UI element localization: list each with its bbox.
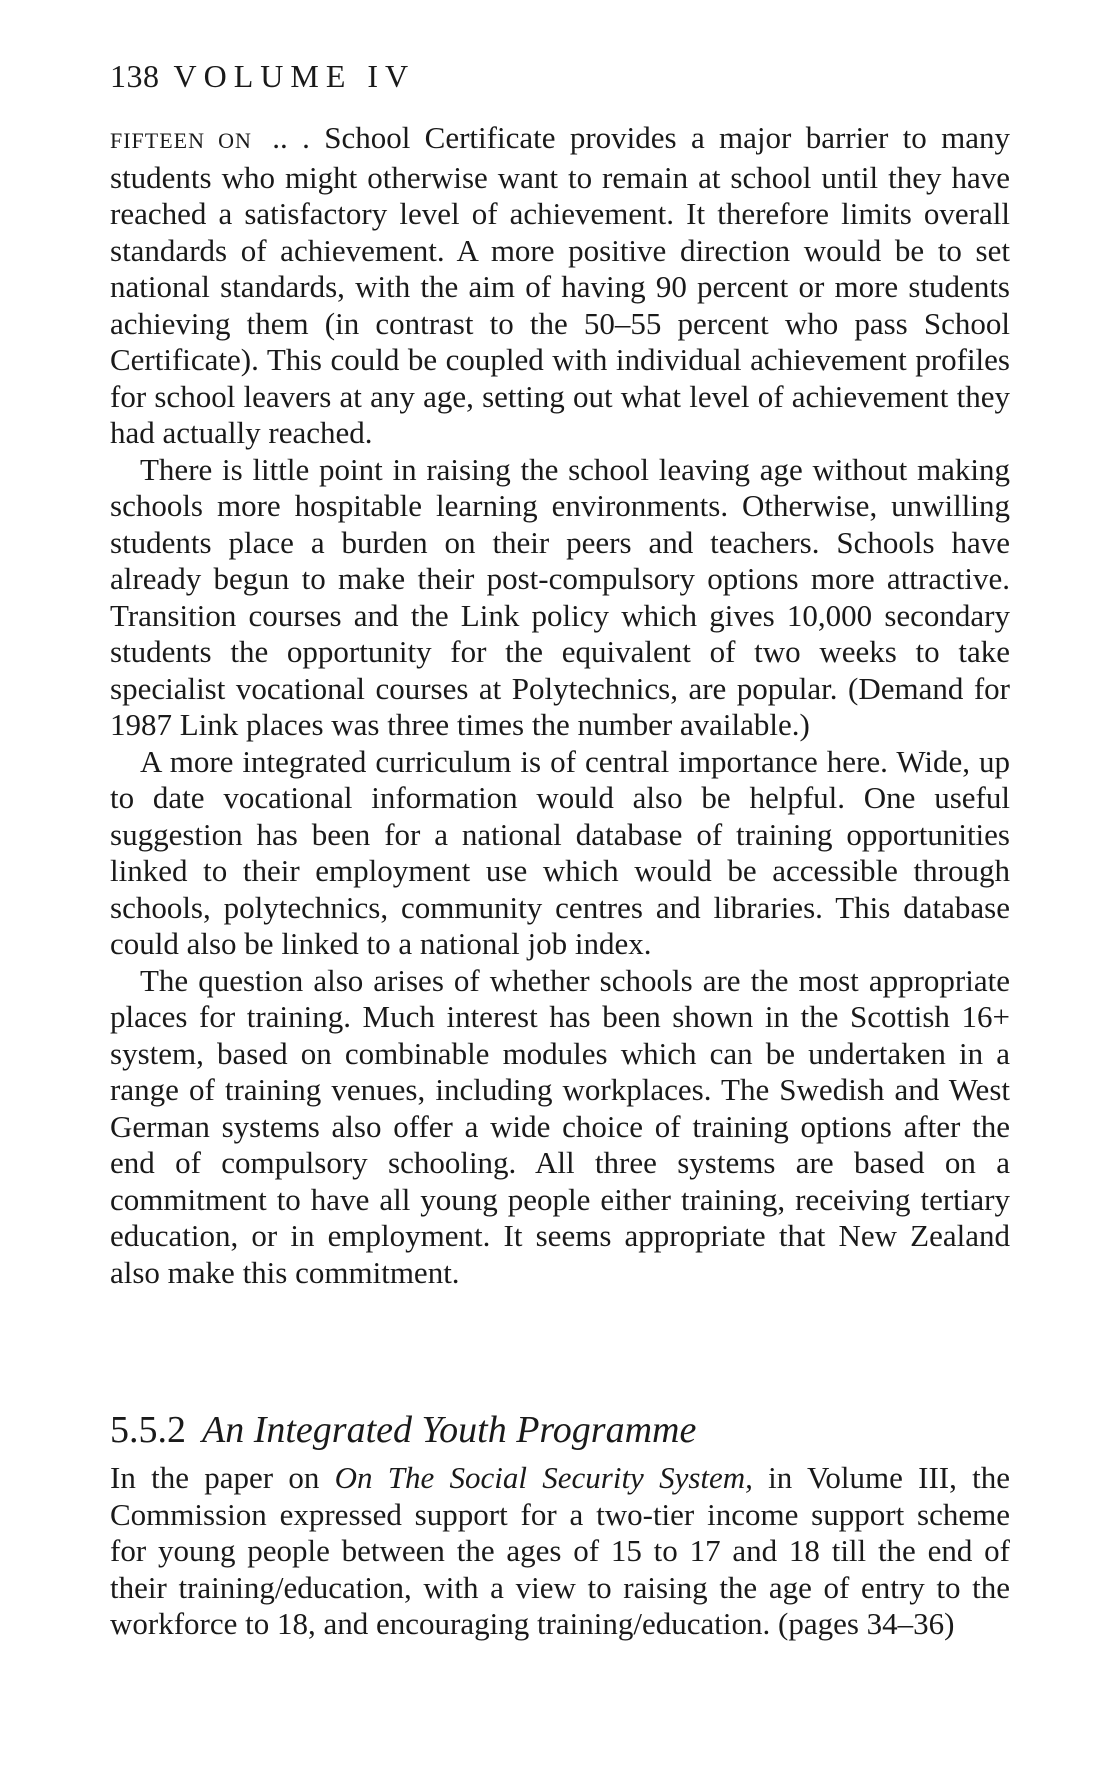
section-italic-ref: On The Social Security System, [334, 1460, 753, 1495]
lead-in-smallcaps: FIFTEEN ON [110, 128, 252, 153]
paragraph-intro [110, 120, 1010, 452]
paragraph: A more integrated curriculum is of central importance here. Wide, up to date vocational information would also be helpful. One useful suggestion has been for a national database of training opportunities linked to their employment use which would be accessible through schools, polytechnics, community centres and libraries. This database could also be linked to a national job index. [110, 743, 1010, 961]
section-number: 5.5.2 [110, 1409, 186, 1451]
running-head [110, 58, 415, 95]
volume-label: VOLUME IV [173, 58, 416, 94]
body-text [110, 120, 1010, 1291]
section-paragraph [110, 1460, 1010, 1643]
intro-text: .. . School Certificate provides a major barrier to many students who might otherwise want to remain at school until they have reached a satisfactory level of achievement. It therefore limits overall standards of achievement. A more positive direction would be to set national standards, with the aim of having 90 percent or more students achieving them (in contrast to the 50–55 percent who pass School Certificate). This could be coupled with individual achievement profiles for school leavers at any age, setting out what level of achievement they had actually reached. [110, 120, 1011, 450]
section-heading [110, 1408, 1010, 1452]
paragraph: The question also arises of whether schools are the most appropriate places for training. Much interest has been shown in the Scottish 16+ system, based on combinable modules which can be undertaken in a range of training venues, including workplaces. The Swedish and West German systems also offer a wide choice of training options after the end of compulsory schooling. All three systems are based on a commitment to have all young people either training, receiving tertiary education, or in employment. It seems appropriate that New Zealand also make this commitment. [110, 962, 1010, 1290]
section-text-before: In the paper on [110, 1460, 335, 1495]
section-text [110, 1460, 1010, 1643]
section-text-after: in Volume III, the Commission expressed support for a two-tier income support scheme for young people between the ages of 15 to 17 and 18 till the end of their training/education, with a view to raising the age of entry to the workforce to 18, and encouraging training/education. (pages 34–36) [110, 1460, 1010, 1641]
paragraph: There is little point in raising the school leaving age without making schools more hospitable learning environments. Otherwise, unwilling students place a burden on their peers and teachers. Schools have already begun to make their post-compulsory options more attractive. Transition courses and the Link policy which gives 10,000 secondary students the opportunity for the equivalent of two weeks to take specialist vocational courses at Polytechnics, are popular. (Demand for 1987 Link places was three times the number available.) [110, 451, 1010, 742]
page-number: 138 [110, 58, 160, 94]
section-title: An Integrated Youth Programme [202, 1409, 697, 1451]
